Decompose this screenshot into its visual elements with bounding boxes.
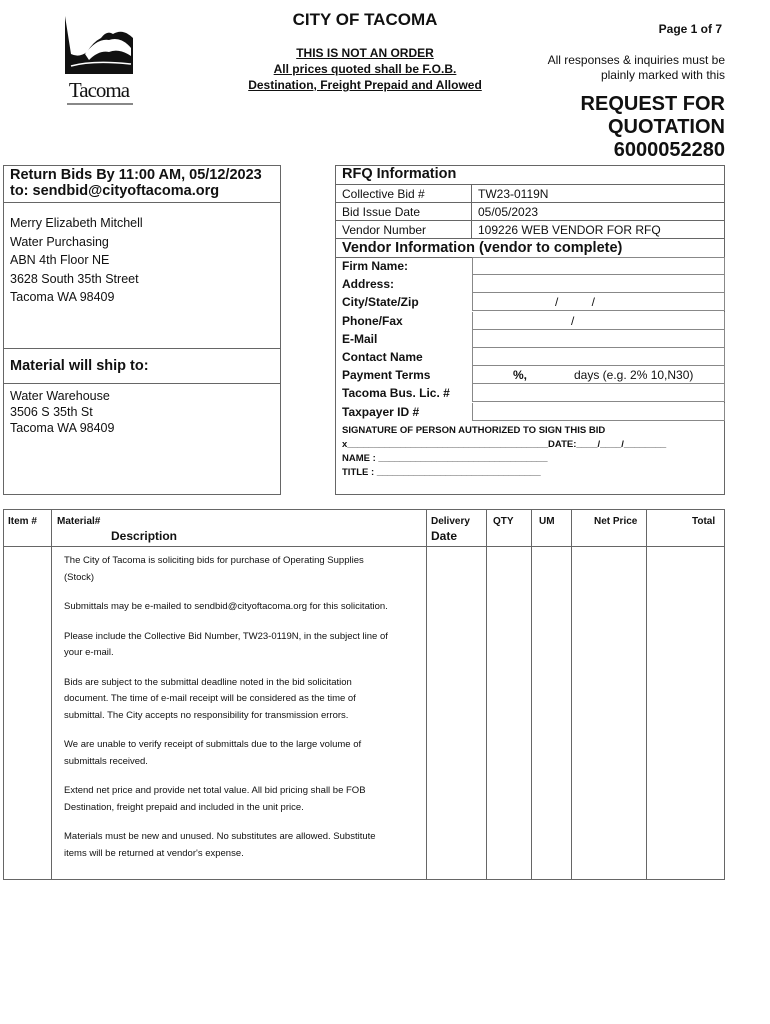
return-bids-deadline: Return Bids By 11:00 AM, 05/12/2023	[10, 167, 262, 183]
buyer-name: Merry Elizabeth Mitchell	[10, 216, 143, 230]
order-notes	[235, 45, 495, 93]
ship-line-1: Water Warehouse	[10, 389, 110, 403]
address-row	[342, 275, 720, 293]
col-material-header: Material#	[57, 516, 101, 527]
description-paragraph: The City of Tacoma is soliciting bids for purchase of Operating Supplies (Stock)	[64, 555, 364, 583]
business-license-input[interactable]	[472, 384, 725, 402]
firm-name-row	[342, 257, 720, 275]
city-title: CITY OF TACOMA	[292, 10, 438, 29]
description-paragraph: Extend net price and provide net total value. All bid pricing shall be FOB Destination, freight prepaid and included in the unit price.	[64, 785, 366, 813]
description-paragraph: Please include the Collective Bid Number, TW23-0119N, in the subject line of your e-mail.	[64, 630, 388, 658]
col-qty-header: QTY	[493, 516, 514, 527]
vendor-fields	[342, 257, 720, 421]
city-state-zip-row	[342, 293, 720, 311]
buyer-street: 3628 South 35th Street	[10, 271, 139, 286]
rfq-info-label: Bid Issue Date	[336, 203, 472, 221]
description-text	[64, 553, 394, 875]
rfq-info-heading: RFQ Information	[342, 166, 457, 182]
column-divider	[51, 510, 52, 879]
rfq-info-table	[336, 184, 724, 238]
signature-block	[342, 424, 666, 480]
rfq-info-row	[336, 203, 724, 221]
rfq-info-row	[336, 185, 724, 203]
inquiries-note	[520, 53, 725, 83]
firm-name-input[interactable]	[472, 257, 725, 275]
signature-title-line[interactable]: TITLE : _______________________________	[342, 467, 541, 478]
col-item-header: Item #	[8, 516, 37, 527]
page-number: Page 1 of 7	[658, 22, 722, 36]
taxpayer-id-row	[342, 403, 720, 421]
taxpayer-id-label: Taxpayer ID #	[342, 404, 420, 419]
description-paragraph: Bids are subject to the submittal deadline noted in the bid solicitation document. The time of e-mail receipt will be considered as the time of submittal. The City accepts no responsibility for transmission errors.	[64, 676, 356, 721]
buyer-floor: ABN 4th Floor NE	[10, 253, 110, 267]
vendor-info-heading: Vendor Information (vendor to complete)	[336, 238, 724, 258]
signature-line[interactable]: x______________________________________DATE:____/____/________	[342, 439, 667, 450]
address-label: Address:	[342, 277, 395, 292]
rfq-info-value: 05/05/2023	[472, 203, 725, 221]
rfq-info-label: Collective Bid #	[336, 185, 472, 203]
ship-to-heading	[4, 348, 280, 384]
inquiries-line-2: plainly marked with this	[600, 68, 725, 82]
col-net-price-header: Net Price	[594, 516, 638, 527]
column-divider	[646, 510, 647, 879]
col-delivery-header: Delivery	[431, 516, 470, 527]
rfq-title	[520, 93, 725, 162]
logo-wordmark: Tacoma	[68, 78, 130, 102]
business-license-row	[342, 384, 720, 402]
city-state-zip-separators: / /	[555, 295, 596, 310]
destination-line: Destination, Freight Prepaid and Allowed	[248, 78, 482, 92]
return-bids-email: to: sendbid@cityoftacoma.org	[10, 183, 220, 199]
col-date-header: Date	[431, 529, 458, 543]
firm-name-label: Firm Name:	[342, 259, 409, 273]
payment-terms-label: Payment Terms	[342, 368, 431, 383]
payment-terms-days: days (e.g. 2% 10,N30)	[574, 368, 694, 383]
inquiries-line-1: All responses & inquiries must be	[547, 53, 725, 67]
address-input[interactable]	[472, 275, 725, 293]
col-total-header: Total	[692, 516, 716, 527]
description-paragraph: Materials must be new and unused. No substitutes are allowed. Substitute items will be returned at vendor's expense.	[64, 831, 376, 859]
signature-name-line[interactable]: NAME : ________________________________	[342, 453, 548, 464]
city-state-zip-input[interactable]	[472, 293, 725, 311]
contact-input[interactable]	[472, 348, 725, 366]
payment-terms-row	[342, 366, 720, 384]
payment-terms-input[interactable]	[472, 366, 725, 384]
description-paragraph: Submittals may be e-mailed to sendbid@cityoftacoma.org for this solicitation.	[64, 601, 388, 612]
phone-fax-separator: /	[571, 313, 575, 328]
rfq-info-value: 109226 WEB VENDOR FOR RFQ	[472, 221, 725, 239]
rfq-title-line-1: REQUEST FOR	[580, 93, 725, 115]
city-state-zip-label: City/State/Zip	[342, 295, 419, 310]
phone-fax-label: Phone/Fax	[342, 313, 403, 328]
buyer-city: Tacoma WA 98409	[10, 290, 115, 304]
buyer-dept: Water Purchasing	[10, 234, 109, 249]
rfq-title-line-2: QUOTATION	[607, 116, 725, 138]
ship-line-2: 3506 S 35th St	[10, 405, 93, 419]
header-divider	[4, 546, 724, 547]
taxpayer-id-input[interactable]	[472, 403, 725, 421]
contact-row	[342, 348, 720, 366]
column-divider	[486, 510, 487, 879]
buyer-panel	[3, 165, 281, 495]
ship-to-address	[4, 388, 292, 436]
line-items-table	[3, 509, 725, 880]
rfq-info-label: Vendor Number	[336, 221, 472, 239]
not-an-order: THIS IS NOT AN ORDER	[296, 46, 434, 60]
tacoma-logo	[63, 8, 135, 111]
email-label: E-Mail	[342, 331, 378, 346]
buyer-address	[4, 214, 292, 307]
phone-fax-row	[342, 312, 720, 330]
email-row	[342, 330, 720, 348]
phone-fax-input[interactable]	[472, 312, 725, 330]
col-description-header: Description	[111, 529, 178, 543]
col-um-header: UM	[539, 516, 555, 527]
description-paragraph: We are unable to verify receipt of submittals due to the large volume of submittals received.	[64, 739, 362, 767]
fob-line: All prices quoted shall be F.O.B.	[273, 62, 457, 76]
column-divider	[531, 510, 532, 879]
rfq-info-row	[336, 221, 724, 239]
return-bids	[4, 167, 280, 203]
contact-label: Contact Name	[342, 349, 423, 364]
ship-line-3: Tacoma WA 98409	[10, 421, 115, 435]
signature-heading: SIGNATURE OF PERSON AUTHORIZED TO SIGN THIS BID	[342, 425, 606, 436]
ship-to-label: Material will ship to:	[10, 358, 149, 374]
payment-terms-percent: %,	[513, 368, 528, 383]
column-divider	[426, 510, 427, 879]
rfq-number: 6000052280	[613, 139, 725, 161]
email-input[interactable]	[472, 330, 725, 348]
rfq-info-value: TW23-0119N	[472, 185, 725, 203]
column-divider	[571, 510, 572, 879]
rfq-vendor-panel	[335, 165, 725, 495]
business-license-label: Tacoma Bus. Lic. #	[342, 386, 450, 401]
